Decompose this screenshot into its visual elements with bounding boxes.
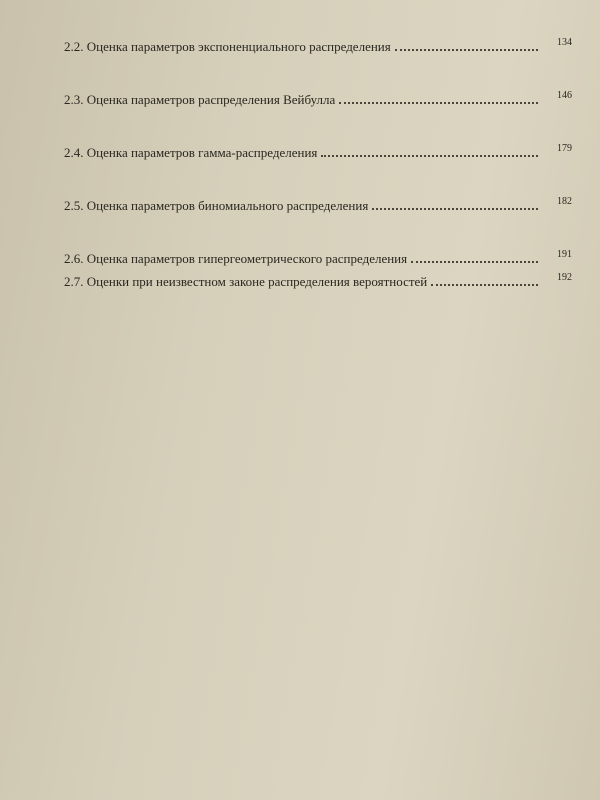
- dot-leader: [339, 102, 538, 104]
- toc-page-number: 192: [557, 272, 572, 283]
- dot-leader: [372, 208, 538, 210]
- toc-subsections-text: [82, 292, 572, 322]
- toc-section-title: 2.2. Оценка параметров экспоненциального распределения: [64, 39, 391, 54]
- toc-subsections-text: [82, 216, 572, 246]
- toc-section-title: 2.5. Оценка параметров биномиального распределения: [64, 198, 369, 213]
- toc-section-title: 2.3. Оценка параметров распределения Вейбулла: [64, 92, 336, 107]
- toc-subsections-text: [82, 163, 572, 193]
- toc-section-2-3: [64, 91, 572, 140]
- toc-page-number: 134: [557, 37, 572, 48]
- toc-section-title: 2.7. Оценки при неизвестном законе распределения вероятностей: [64, 274, 428, 289]
- toc-section-2-6: [64, 250, 572, 269]
- toc-section-2-5: [64, 197, 572, 246]
- toc-subsections-text: [82, 57, 572, 87]
- toc-page-number: 179: [557, 143, 572, 154]
- dot-leader: [321, 155, 538, 157]
- toc-section-2-4: [64, 144, 572, 193]
- toc-section-title: 2.4. Оценка параметров гамма-распределения: [64, 145, 318, 160]
- toc-page-number: 146: [557, 90, 572, 101]
- toc-page-number: 182: [557, 196, 572, 207]
- dot-leader: [395, 49, 538, 51]
- toc-subsections-text: [82, 110, 572, 140]
- toc-continuation-text: [82, 4, 572, 34]
- dot-leader: [411, 261, 538, 263]
- toc-section-2-2: [64, 38, 572, 87]
- toc-page-number: 191: [557, 249, 572, 260]
- dot-leader: [431, 284, 538, 286]
- toc-section-2-7: [64, 273, 572, 322]
- toc-section-title: 2.6. Оценка параметров гипергеометрического распределения: [64, 251, 408, 266]
